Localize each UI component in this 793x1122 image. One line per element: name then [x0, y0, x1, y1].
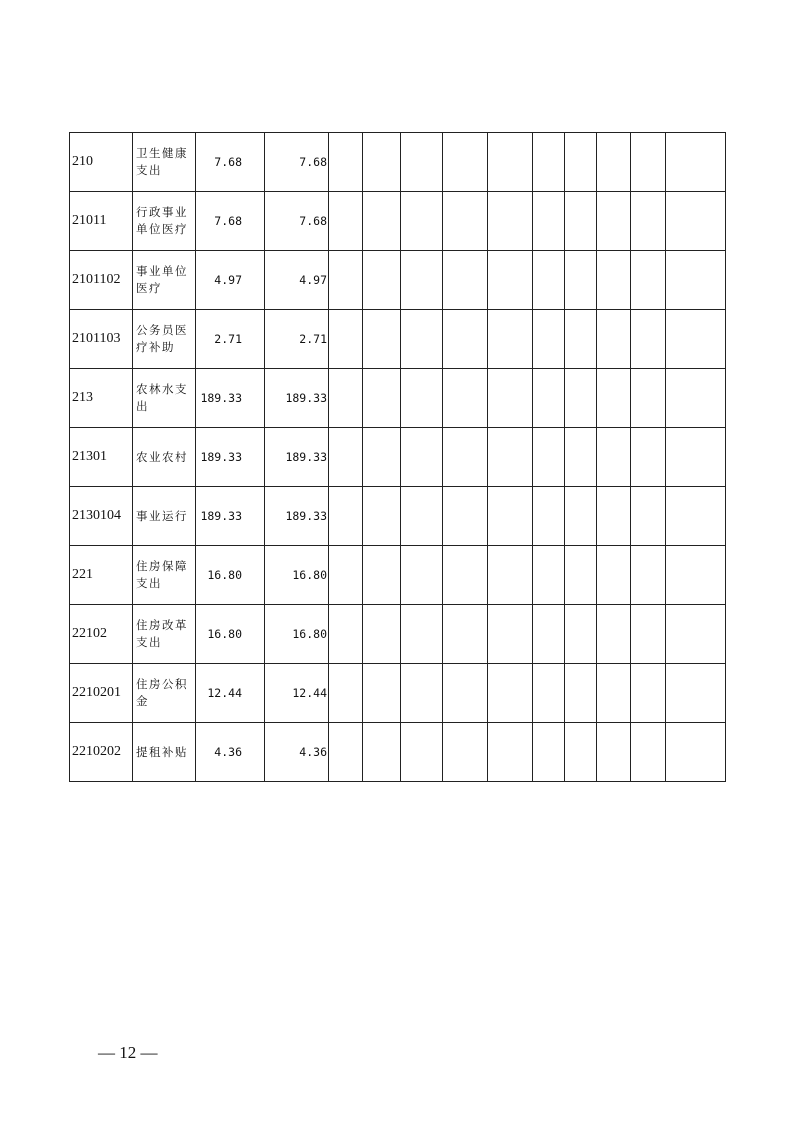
subject-name-cell: 提租补贴	[133, 723, 196, 782]
empty-cell	[565, 133, 597, 192]
empty-cell	[363, 369, 401, 428]
total-amount-cell: 12.44	[196, 664, 265, 723]
empty-cell	[533, 428, 565, 487]
empty-cell	[401, 546, 443, 605]
empty-cell	[666, 369, 726, 428]
empty-cell	[488, 133, 533, 192]
empty-cell	[443, 605, 488, 664]
total-amount-cell: 7.68	[196, 133, 265, 192]
basic-expenditure-cell: 4.97	[265, 251, 329, 310]
subject-code-cell: 2101102	[70, 251, 133, 310]
page-number: — 12 —	[98, 1043, 158, 1062]
empty-cell	[631, 723, 666, 782]
table-row	[70, 192, 726, 251]
total-amount-cell: 16.80	[196, 605, 265, 664]
table-row	[70, 133, 726, 192]
basic-expenditure-cell: 189.33	[265, 369, 329, 428]
empty-cell	[666, 192, 726, 251]
empty-cell	[631, 428, 666, 487]
empty-cell	[631, 310, 666, 369]
table-row	[70, 369, 726, 428]
empty-cell	[533, 546, 565, 605]
empty-cell	[443, 428, 488, 487]
empty-cell	[488, 664, 533, 723]
empty-cell	[631, 251, 666, 310]
total-amount-cell: 4.36	[196, 723, 265, 782]
empty-cell	[565, 723, 597, 782]
empty-cell	[488, 723, 533, 782]
empty-cell	[666, 133, 726, 192]
subject-code-cell: 2210202	[70, 723, 133, 782]
empty-cell	[597, 664, 631, 723]
total-amount-cell: 189.33	[196, 369, 265, 428]
subject-name-cell: 行政事业单位医疗	[133, 192, 196, 251]
empty-cell	[443, 546, 488, 605]
empty-cell	[565, 664, 597, 723]
empty-cell	[401, 192, 443, 251]
basic-expenditure-cell: 16.80	[265, 605, 329, 664]
subject-code-cell: 21011	[70, 192, 133, 251]
subject-code-cell: 2210201	[70, 664, 133, 723]
empty-cell	[597, 428, 631, 487]
empty-cell	[533, 723, 565, 782]
empty-cell	[488, 192, 533, 251]
empty-cell	[631, 664, 666, 723]
empty-cell	[631, 546, 666, 605]
basic-expenditure-cell: 189.33	[265, 487, 329, 546]
empty-cell	[565, 487, 597, 546]
empty-cell	[443, 664, 488, 723]
total-amount-cell: 4.97	[196, 251, 265, 310]
empty-cell	[363, 664, 401, 723]
empty-cell	[363, 192, 401, 251]
empty-cell	[533, 605, 565, 664]
subject-name-cell: 农业农村	[133, 428, 196, 487]
empty-cell	[363, 723, 401, 782]
empty-cell	[363, 310, 401, 369]
empty-cell	[597, 487, 631, 546]
empty-cell	[533, 369, 565, 428]
empty-cell	[363, 546, 401, 605]
budget-table	[69, 132, 726, 782]
empty-cell	[565, 310, 597, 369]
subject-name-cell: 住房公积金	[133, 664, 196, 723]
basic-expenditure-cell: 189.33	[265, 428, 329, 487]
table-row	[70, 605, 726, 664]
empty-cell	[443, 723, 488, 782]
empty-cell	[363, 605, 401, 664]
basic-expenditure-cell: 7.68	[265, 192, 329, 251]
empty-cell	[329, 428, 363, 487]
subject-code-cell: 21301	[70, 428, 133, 487]
subject-name-cell: 住房保障支出	[133, 546, 196, 605]
empty-cell	[443, 487, 488, 546]
empty-cell	[329, 664, 363, 723]
table-row	[70, 723, 726, 782]
empty-cell	[666, 605, 726, 664]
table-row	[70, 546, 726, 605]
empty-cell	[401, 428, 443, 487]
empty-cell	[363, 133, 401, 192]
empty-cell	[488, 546, 533, 605]
empty-cell	[631, 605, 666, 664]
empty-cell	[401, 487, 443, 546]
empty-cell	[666, 723, 726, 782]
subject-name-cell: 公务员医疗补助	[133, 310, 196, 369]
empty-cell	[329, 310, 363, 369]
empty-cell	[533, 487, 565, 546]
table-row	[70, 251, 726, 310]
empty-cell	[597, 546, 631, 605]
empty-cell	[488, 428, 533, 487]
subject-code-cell: 22102	[70, 605, 133, 664]
empty-cell	[666, 251, 726, 310]
empty-cell	[666, 546, 726, 605]
table-body	[70, 133, 726, 782]
empty-cell	[666, 310, 726, 369]
empty-cell	[488, 605, 533, 664]
total-amount-cell: 189.33	[196, 487, 265, 546]
empty-cell	[533, 192, 565, 251]
subject-code-cell: 221	[70, 546, 133, 605]
subject-code-cell: 213	[70, 369, 133, 428]
empty-cell	[666, 664, 726, 723]
empty-cell	[597, 192, 631, 251]
subject-name-cell: 住房改革支出	[133, 605, 196, 664]
empty-cell	[488, 310, 533, 369]
empty-cell	[631, 487, 666, 546]
empty-cell	[597, 605, 631, 664]
empty-cell	[488, 369, 533, 428]
basic-expenditure-cell: 4.36	[265, 723, 329, 782]
table-row	[70, 487, 726, 546]
empty-cell	[329, 133, 363, 192]
empty-cell	[443, 133, 488, 192]
empty-cell	[329, 605, 363, 664]
basic-expenditure-cell: 7.68	[265, 133, 329, 192]
empty-cell	[565, 605, 597, 664]
empty-cell	[565, 192, 597, 251]
empty-cell	[363, 251, 401, 310]
table-row	[70, 310, 726, 369]
empty-cell	[401, 605, 443, 664]
empty-cell	[401, 251, 443, 310]
empty-cell	[401, 664, 443, 723]
total-amount-cell: 16.80	[196, 546, 265, 605]
subject-code-cell: 210	[70, 133, 133, 192]
empty-cell	[631, 192, 666, 251]
empty-cell	[329, 369, 363, 428]
subject-name-cell: 事业运行	[133, 487, 196, 546]
subject-name-cell: 卫生健康支出	[133, 133, 196, 192]
empty-cell	[329, 546, 363, 605]
empty-cell	[597, 369, 631, 428]
table-row	[70, 664, 726, 723]
empty-cell	[443, 310, 488, 369]
empty-cell	[565, 546, 597, 605]
table-row	[70, 428, 726, 487]
empty-cell	[443, 369, 488, 428]
empty-cell	[631, 369, 666, 428]
empty-cell	[488, 251, 533, 310]
empty-cell	[565, 428, 597, 487]
empty-cell	[329, 487, 363, 546]
subject-code-cell: 2130104	[70, 487, 133, 546]
subject-name-cell: 事业单位医疗	[133, 251, 196, 310]
empty-cell	[329, 251, 363, 310]
empty-cell	[533, 664, 565, 723]
empty-cell	[443, 251, 488, 310]
empty-cell	[533, 251, 565, 310]
empty-cell	[401, 369, 443, 428]
empty-cell	[597, 723, 631, 782]
empty-cell	[363, 487, 401, 546]
basic-expenditure-cell: 2.71	[265, 310, 329, 369]
empty-cell	[401, 723, 443, 782]
empty-cell	[666, 428, 726, 487]
basic-expenditure-cell: 12.44	[265, 664, 329, 723]
empty-cell	[329, 723, 363, 782]
empty-cell	[488, 487, 533, 546]
empty-cell	[401, 310, 443, 369]
total-amount-cell: 2.71	[196, 310, 265, 369]
subject-name-cell: 农林水支出	[133, 369, 196, 428]
empty-cell	[533, 133, 565, 192]
total-amount-cell: 189.33	[196, 428, 265, 487]
empty-cell	[329, 192, 363, 251]
empty-cell	[597, 133, 631, 192]
basic-expenditure-cell: 16.80	[265, 546, 329, 605]
empty-cell	[443, 192, 488, 251]
empty-cell	[597, 310, 631, 369]
empty-cell	[597, 251, 631, 310]
empty-cell	[666, 487, 726, 546]
empty-cell	[533, 310, 565, 369]
empty-cell	[363, 428, 401, 487]
empty-cell	[401, 133, 443, 192]
empty-cell	[631, 133, 666, 192]
total-amount-cell: 7.68	[196, 192, 265, 251]
empty-cell	[565, 251, 597, 310]
subject-code-cell: 2101103	[70, 310, 133, 369]
empty-cell	[565, 369, 597, 428]
